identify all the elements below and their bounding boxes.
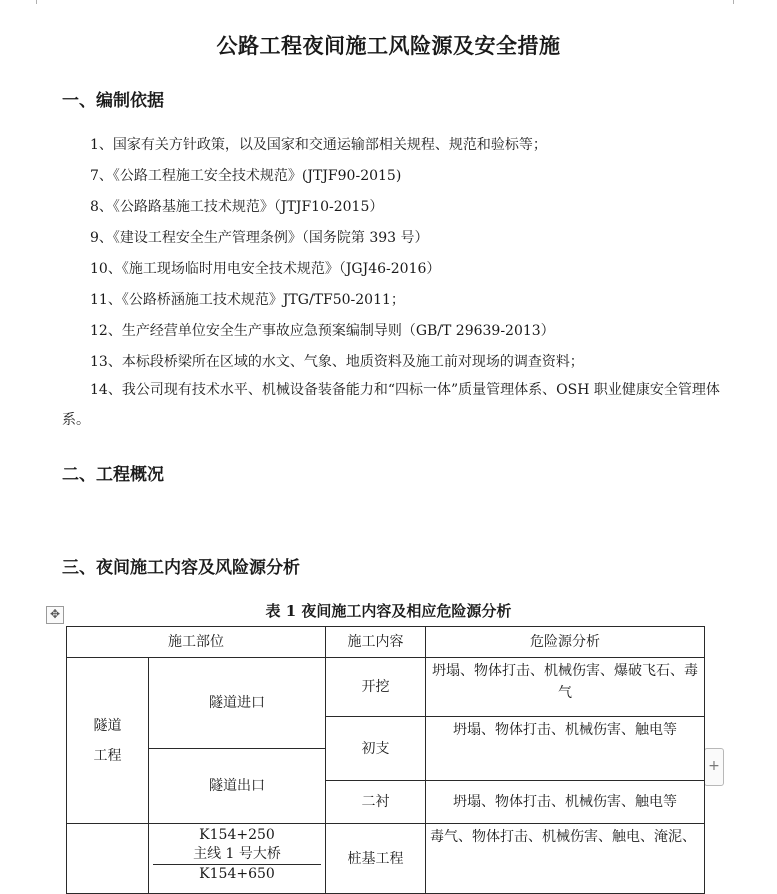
risk-cell: 坍塌、物体打击、机械伤害、触电等: [426, 717, 705, 781]
tunnel-group-cell: 隧道 工程: [67, 658, 149, 824]
basis-item: 9、《建设工程安全生产管理条例》（国务院第 393 号）: [90, 230, 429, 246]
header-content: 施工内容: [326, 627, 426, 658]
basis-item-14: 14、我公司现有技术水平、机械设备装备能力和“四标一体”质量管理体系、OSH 职业健康安全管理体系。: [62, 382, 720, 428]
tunnel-exit-cell: 隧道出口: [149, 749, 326, 824]
risk-table: [66, 626, 705, 894]
bridge-group-cell: [67, 824, 149, 894]
risk-cell: 坍塌、物体打击、机械伤害、触电等: [426, 781, 705, 824]
bridge-station-1: K154+250: [199, 827, 275, 843]
bridge-location-cell: [149, 824, 326, 894]
bridge-station-2: K154+650: [153, 864, 321, 883]
risk-cell: 毒气、物体打击、机械伤害、触电、淹泥、: [426, 824, 705, 894]
content-cell: 初支: [326, 717, 426, 781]
table-row: [67, 824, 705, 894]
bridge-name-1: 主线 1 号大桥: [193, 846, 281, 862]
basis-item: 10、《施工现场临时用电安全技术规范》（JGJ46-2016）: [90, 261, 441, 277]
content-cell: 桩基工程: [326, 824, 426, 894]
basis-item: 7、《公路工程施工安全技术规范》(JTJF90-2015): [90, 168, 402, 184]
header-risk: 危险源分析: [426, 627, 705, 658]
content-cell: 开挖: [326, 658, 426, 717]
add-row-icon[interactable]: +: [704, 748, 724, 786]
table-caption: 表 1 夜间施工内容及相应危险源分析: [265, 602, 512, 620]
page-corner-right: [733, 0, 735, 4]
basis-item: 12、生产经营单位安全生产事故应急预案编制导则（GB/T 29639-2013）: [90, 323, 555, 339]
basis-item: 1、国家有关方针政策，以及国家和交通运输部相关规程、规范和验标等；: [90, 137, 547, 153]
section-heading-risk-analysis: 三、夜间施工内容及风险源分析: [62, 558, 300, 578]
page-corner-left: [36, 0, 38, 4]
move-handle-icon[interactable]: ✥: [46, 606, 64, 624]
header-location: 施工部位: [67, 627, 326, 658]
content-cell: 二衬: [326, 781, 426, 824]
risk-cell: 坍塌、物体打击、机械伤害、爆破飞石、毒气: [426, 658, 705, 717]
basis-item: 13、本标段桥梁所在区域的水文、气象、地质资料及施工前对现场的调查资料；: [90, 354, 584, 370]
basis-item: 11、《公路桥涵施工技术规范》JTG/TF50-2011；: [90, 292, 405, 308]
section-heading-basis: 一、编制依据: [62, 91, 164, 111]
table-header-row: [67, 627, 705, 658]
section-heading-overview: 二、工程概况: [62, 465, 164, 485]
basis-item: 8、《公路路基施工技术规范》（JTJF10-2015）: [90, 199, 384, 215]
document-title: 公路工程夜间施工风险源及安全措施: [216, 33, 561, 58]
tunnel-entrance-cell: 隧道进口: [149, 658, 326, 749]
table-row: [67, 658, 705, 717]
